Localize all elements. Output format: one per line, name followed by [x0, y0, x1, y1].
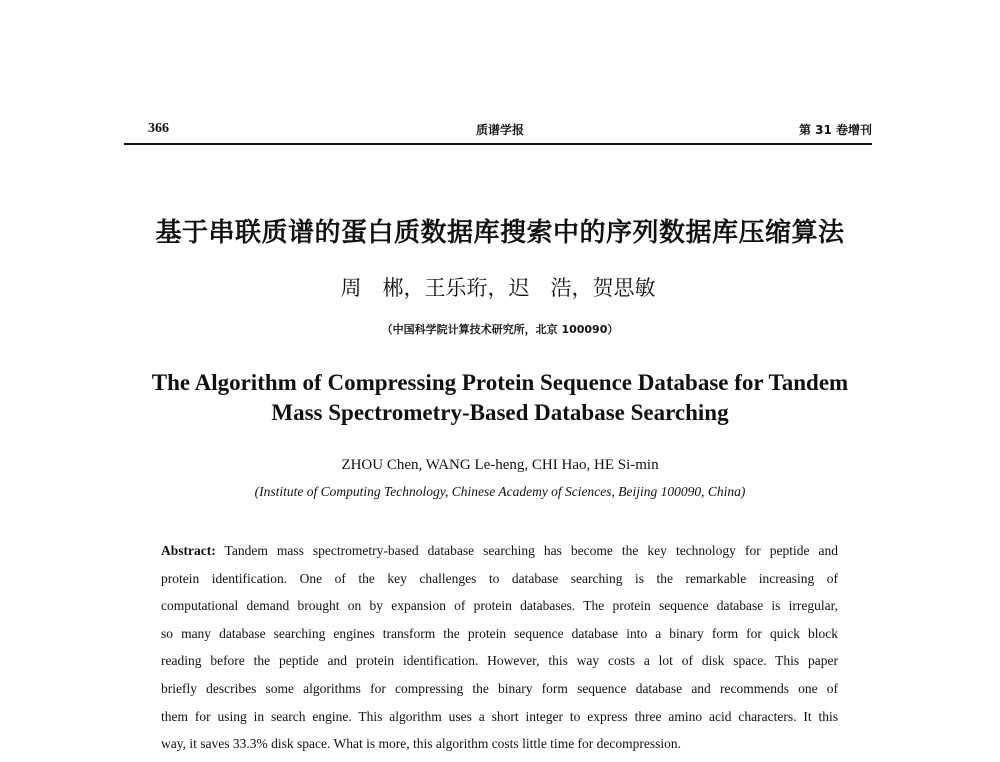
- chinese-title: 基于串联质谱的蛋白质数据库搜索中的序列数据库压缩算法: [155, 218, 845, 248]
- journal-name: 质谱学报: [475, 123, 524, 137]
- page-number: 366: [148, 121, 169, 136]
- header-rule: [124, 143, 872, 145]
- english-affiliation: (Institute of Computing Technology, Chinese Academy of Sciences, Beijing 100090, China): [254, 484, 746, 499]
- abstract-line: protein identification. One of the key challenges to database searching is the remarkable increasing of: [161, 570, 838, 586]
- abstract-line: briefly describes some algorithms for compressing the binary form sequence database and recommends one of: [161, 680, 838, 696]
- abstract-line: way, it saves 33.3% disk space. What is more, this algorithm costs little time for decompression.: [161, 736, 682, 752]
- chinese-authors: 周 郴，王乐珩，迟 浩，贺思敏: [340, 276, 656, 300]
- english-authors: ZHOU Chen, WANG Le-heng, CHI Hao, HE Si-min: [341, 457, 659, 473]
- abstract-line: reading before the peptide and protein identification. However, this way costs a lot of disk space. This paper: [161, 653, 838, 669]
- english-title-line-1: The Algorithm of Compressing Protein Sequence Database for Tandem: [151, 370, 849, 395]
- volume-label: 第 31 卷增刊: [798, 123, 872, 137]
- abstract-text: Tandem mass spectrometry-based database searching has become the key technology for peptide and: [224, 543, 838, 558]
- abstract-line: [161, 541, 838, 569]
- abstract-line: computational demand brought on by expansion of protein databases. The protein sequence database is irregular,: [161, 598, 838, 614]
- abstract-line: them for using in search engine. This algorithm uses a short integer to express three amino acid characters. It this: [161, 708, 838, 724]
- english-title-line-2: Mass Spectrometry-Based Database Searching: [271, 400, 729, 425]
- abstract-line: so many database searching engines transform the protein sequence database into a binary form for quick block: [161, 625, 838, 641]
- abstract: [161, 541, 838, 762]
- abstract-label: Abstract:: [161, 543, 216, 558]
- chinese-affiliation: （中国科学院计算技术研究所，北京 100090）: [381, 323, 619, 336]
